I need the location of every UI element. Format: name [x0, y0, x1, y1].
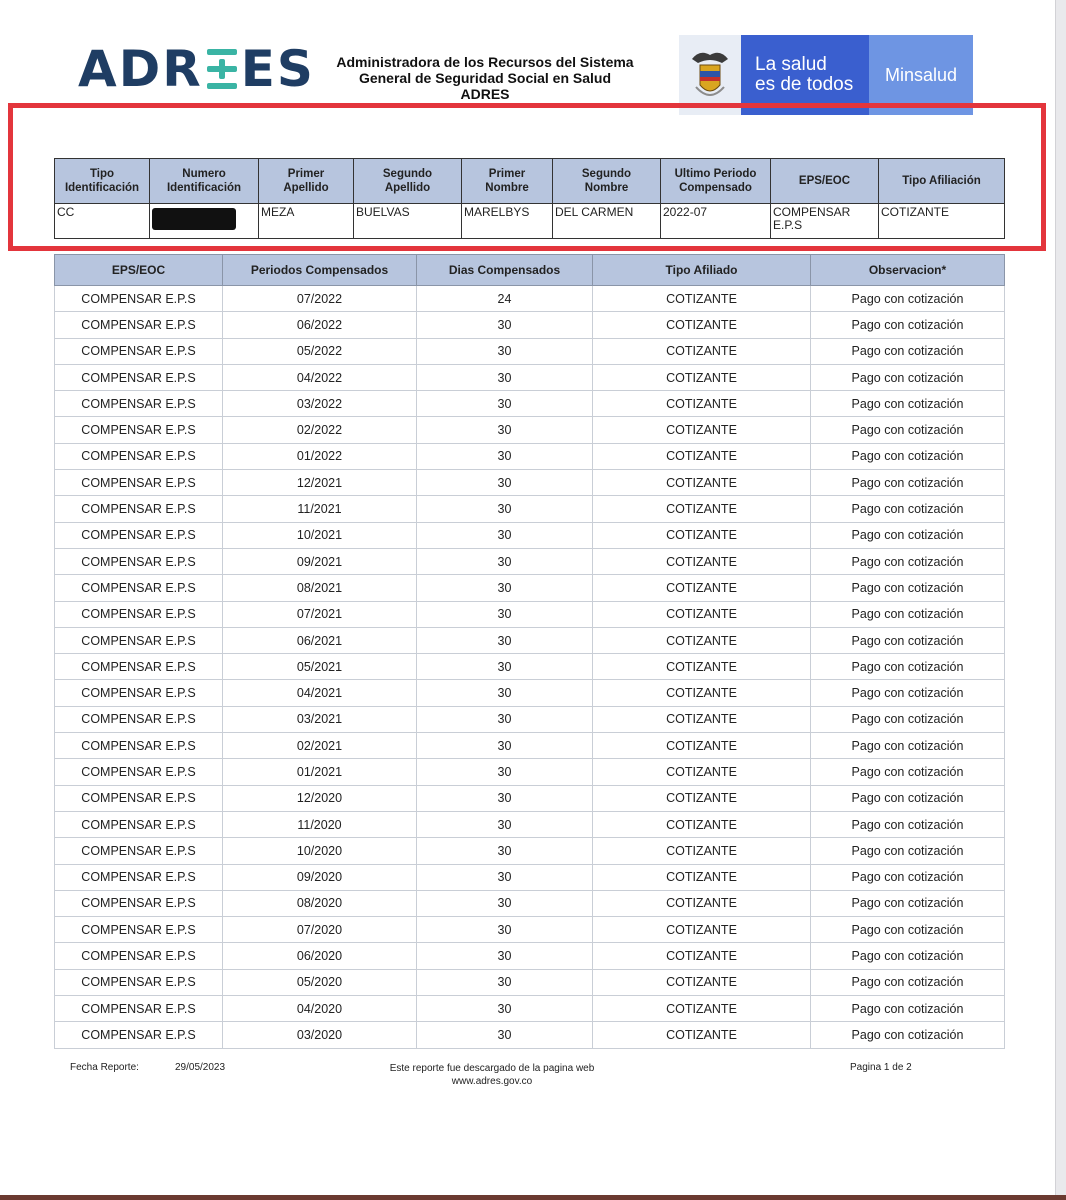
cell-dias: 30 [417, 417, 593, 443]
cell-dias: 30 [417, 601, 593, 627]
cell-numero-identificacion [150, 204, 259, 239]
cell-observacion: Pago con cotización [811, 890, 1005, 916]
cell-tipo-afiliado: COTIZANTE [593, 996, 811, 1022]
cell-eps-eoc: COMPENSAR E.P.S [55, 1022, 223, 1048]
period-row [55, 706, 1005, 732]
cell-tipo-afiliado: COTIZANTE [593, 627, 811, 653]
cell-dias: 30 [417, 338, 593, 364]
cell-eps-eoc: COMPENSAR E.P.S [55, 391, 223, 417]
cell-tipo-identificacion: CC [55, 204, 150, 239]
cell-segundo-apellido: BUELVAS [354, 204, 462, 239]
period-row [55, 470, 1005, 496]
cell-periodo: 02/2022 [223, 417, 417, 443]
period-row [55, 522, 1005, 548]
cell-observacion: Pago con cotización [811, 969, 1005, 995]
periods-table [54, 254, 1005, 1049]
period-row [55, 917, 1005, 943]
cell-eps-eoc: COMPENSAR E.P.S [55, 312, 223, 338]
period-row [55, 496, 1005, 522]
header-ultimo-periodo: Ultimo Periodo Compensado [661, 159, 771, 204]
cell-tipo-afiliado: COTIZANTE [593, 575, 811, 601]
cell-periodo: 08/2020 [223, 890, 417, 916]
period-row [55, 1022, 1005, 1048]
cell-tipo-afiliado: COTIZANTE [593, 601, 811, 627]
cell-eps-eoc: COMPENSAR E.P.S [55, 338, 223, 364]
cell-observacion: Pago con cotización [811, 785, 1005, 811]
cell-eps-eoc: COMPENSAR E.P.S [55, 575, 223, 601]
period-row [55, 443, 1005, 469]
cell-eps-eoc: COMPENSAR E.P.S [55, 759, 223, 785]
download-note-line1: Este reporte fue descargado de la pagina web [389, 1063, 595, 1074]
period-row [55, 654, 1005, 680]
cell-tipo-afiliacion: COTIZANTE [879, 204, 1005, 239]
cell-dias: 30 [417, 522, 593, 548]
header-observacion: Observacion* [811, 255, 1005, 286]
cell-tipo-afiliado: COTIZANTE [593, 417, 811, 443]
logo-word-left: ADR [78, 40, 203, 98]
download-note [352, 1062, 632, 1088]
cell-periodo: 06/2022 [223, 312, 417, 338]
bottom-edge [0, 1195, 1066, 1200]
period-row [55, 890, 1005, 916]
cell-primer-nombre: MARELBYS [462, 204, 553, 239]
period-row [55, 943, 1005, 969]
cell-dias: 30 [417, 654, 593, 680]
cell-periodo: 04/2020 [223, 996, 417, 1022]
ministry-label: Minsalud [869, 35, 973, 115]
cell-eps-eoc: COMPENSAR E.P.S [55, 917, 223, 943]
cell-observacion: Pago con cotización [811, 312, 1005, 338]
cell-periodo: 07/2022 [223, 286, 417, 312]
redacted-block [152, 208, 236, 230]
cell-eps-eoc: COMPENSAR E.P.S [55, 654, 223, 680]
cell-tipo-afiliado: COTIZANTE [593, 864, 811, 890]
header-tipo-afiliado: Tipo Afiliado [593, 255, 811, 286]
cell-dias: 30 [417, 785, 593, 811]
cell-periodo: 12/2020 [223, 785, 417, 811]
cell-periodo: 01/2021 [223, 759, 417, 785]
cell-eps-eoc: COMPENSAR E.P.S [771, 204, 879, 239]
cell-observacion: Pago con cotización [811, 1022, 1005, 1048]
cell-tipo-afiliado: COTIZANTE [593, 917, 811, 943]
cell-observacion: Pago con cotización [811, 627, 1005, 653]
cell-periodo: 09/2020 [223, 864, 417, 890]
cell-dias: 30 [417, 443, 593, 469]
cell-eps-eoc: COMPENSAR E.P.S [55, 601, 223, 627]
cell-ultimo-periodo: 2022-07 [661, 204, 771, 239]
cell-periodo: 05/2022 [223, 338, 417, 364]
cell-eps-eoc: COMPENSAR E.P.S [55, 364, 223, 390]
period-row [55, 838, 1005, 864]
cell-eps-eoc: COMPENSAR E.P.S [55, 890, 223, 916]
page-edge [1055, 0, 1066, 1200]
header-periodos-compensados: Periodos Compensados [223, 255, 417, 286]
cell-dias: 30 [417, 969, 593, 995]
periods-header-row [55, 255, 1005, 286]
cell-eps-eoc: COMPENSAR E.P.S [55, 811, 223, 837]
period-row [55, 864, 1005, 890]
cell-periodo: 02/2021 [223, 733, 417, 759]
cell-tipo-afiliado: COTIZANTE [593, 969, 811, 995]
cell-observacion: Pago con cotización [811, 286, 1005, 312]
header-primer-nombre: Primer Nombre [462, 159, 553, 204]
cell-periodo: 10/2021 [223, 522, 417, 548]
logo-word-right: ES [240, 40, 315, 98]
period-row [55, 364, 1005, 390]
cell-dias: 30 [417, 838, 593, 864]
cell-tipo-afiliado: COTIZANTE [593, 706, 811, 732]
cell-dias: 30 [417, 680, 593, 706]
cell-periodo: 06/2020 [223, 943, 417, 969]
period-row [55, 601, 1005, 627]
period-row [55, 417, 1005, 443]
period-row [55, 338, 1005, 364]
cell-tipo-afiliado: COTIZANTE [593, 391, 811, 417]
cell-tipo-afiliado: COTIZANTE [593, 890, 811, 916]
affiliate-header-row [55, 159, 1005, 204]
cell-observacion: Pago con cotización [811, 417, 1005, 443]
cell-observacion: Pago con cotización [811, 496, 1005, 522]
cell-eps-eoc: COMPENSAR E.P.S [55, 969, 223, 995]
cell-observacion: Pago con cotización [811, 338, 1005, 364]
cell-dias: 24 [417, 286, 593, 312]
cell-periodo: 11/2020 [223, 811, 417, 837]
download-note-url: www.adres.gov.co [451, 1076, 533, 1087]
cell-primer-apellido: MEZA [259, 204, 354, 239]
header-eps-eoc: EPS/EOC [55, 255, 223, 286]
period-row [55, 733, 1005, 759]
cell-dias: 30 [417, 811, 593, 837]
cell-observacion: Pago con cotización [811, 943, 1005, 969]
cell-dias: 30 [417, 312, 593, 338]
period-row [55, 996, 1005, 1022]
periods-body [55, 286, 1005, 1049]
cell-observacion: Pago con cotización [811, 864, 1005, 890]
cell-dias: 30 [417, 470, 593, 496]
cell-tipo-afiliado: COTIZANTE [593, 470, 811, 496]
cell-dias: 30 [417, 364, 593, 390]
cell-eps-eoc: COMPENSAR E.P.S [55, 706, 223, 732]
header-title-line1: Administradora de los Recursos del Sistema [336, 54, 634, 70]
cell-observacion: Pago con cotización [811, 996, 1005, 1022]
cell-tipo-afiliado: COTIZANTE [593, 785, 811, 811]
cell-periodo: 01/2022 [223, 443, 417, 469]
cell-eps-eoc: COMPENSAR E.P.S [55, 838, 223, 864]
cell-tipo-afiliado: COTIZANTE [593, 733, 811, 759]
cell-segundo-nombre: DEL CARMEN [553, 204, 661, 239]
cell-periodo: 03/2021 [223, 706, 417, 732]
header-tipo-afiliacion: Tipo Afiliación [879, 159, 1005, 204]
cell-eps-eoc: COMPENSAR E.P.S [55, 627, 223, 653]
cell-eps-eoc: COMPENSAR E.P.S [55, 733, 223, 759]
period-row [55, 785, 1005, 811]
cell-dias: 30 [417, 864, 593, 890]
cell-observacion: Pago con cotización [811, 601, 1005, 627]
cell-observacion: Pago con cotización [811, 706, 1005, 732]
cell-dias: 30 [417, 575, 593, 601]
cell-tipo-afiliado: COTIZANTE [593, 680, 811, 706]
cell-periodo: 05/2020 [223, 969, 417, 995]
cell-eps-eoc: COMPENSAR E.P.S [55, 943, 223, 969]
header-segundo-nombre: Segundo Nombre [553, 159, 661, 204]
header-eps-eoc: EPS/EOC [771, 159, 879, 204]
cell-observacion: Pago con cotización [811, 522, 1005, 548]
cell-dias: 30 [417, 917, 593, 943]
cell-eps-eoc: COMPENSAR E.P.S [55, 996, 223, 1022]
cell-dias: 30 [417, 627, 593, 653]
report-date-label: Fecha Reporte: [70, 1062, 139, 1073]
adres-logo [78, 40, 315, 98]
page-indicator: Pagina 1 de 2 [850, 1062, 912, 1073]
cell-eps-eoc: COMPENSAR E.P.S [55, 496, 223, 522]
report-date: 29/05/2023 [175, 1062, 226, 1073]
cell-eps-eoc: COMPENSAR E.P.S [55, 785, 223, 811]
cell-dias: 30 [417, 391, 593, 417]
cell-periodo: 03/2022 [223, 391, 417, 417]
header-title [310, 54, 660, 102]
cell-dias: 30 [417, 733, 593, 759]
header-title-line2: General de Seguridad Social en Salud [358, 70, 612, 86]
cell-observacion: Pago con cotización [811, 575, 1005, 601]
affiliate-data-row [55, 204, 1005, 239]
cell-tipo-afiliado: COTIZANTE [593, 522, 811, 548]
cell-observacion: Pago con cotización [811, 917, 1005, 943]
period-row [55, 680, 1005, 706]
cell-dias: 30 [417, 890, 593, 916]
cell-eps-eoc: COMPENSAR E.P.S [55, 417, 223, 443]
cell-periodo: 10/2020 [223, 838, 417, 864]
cell-tipo-afiliado: COTIZANTE [593, 811, 811, 837]
cell-observacion: Pago con cotización [811, 733, 1005, 759]
cell-eps-eoc: COMPENSAR E.P.S [55, 443, 223, 469]
cell-tipo-afiliado: COTIZANTE [593, 654, 811, 680]
cell-eps-eoc: COMPENSAR E.P.S [55, 286, 223, 312]
cell-periodo: 06/2021 [223, 627, 417, 653]
header-segundo-apellido: Segundo Apellido [354, 159, 462, 204]
period-row [55, 969, 1005, 995]
cell-periodo: 08/2021 [223, 575, 417, 601]
header-numero-identificacion: Numero Identificación [150, 159, 259, 204]
cell-tipo-afiliado: COTIZANTE [593, 496, 811, 522]
cell-observacion: Pago con cotización [811, 680, 1005, 706]
cell-periodo: 05/2021 [223, 654, 417, 680]
cell-tipo-afiliado: COTIZANTE [593, 838, 811, 864]
slogan-line2: es de todos [755, 74, 854, 95]
cell-eps-eoc: COMPENSAR E.P.S [55, 680, 223, 706]
period-row [55, 759, 1005, 785]
cell-dias: 30 [417, 548, 593, 574]
cell-dias: 30 [417, 496, 593, 522]
affiliate-table [54, 158, 1005, 239]
cell-tipo-afiliado: COTIZANTE [593, 312, 811, 338]
logo-plus-icon [207, 49, 237, 89]
cell-eps-eoc: COMPENSAR E.P.S [55, 522, 223, 548]
cell-observacion: Pago con cotización [811, 364, 1005, 390]
cell-tipo-afiliado: COTIZANTE [593, 943, 811, 969]
cell-dias: 30 [417, 1022, 593, 1048]
cell-observacion: Pago con cotización [811, 391, 1005, 417]
cell-periodo: 07/2021 [223, 601, 417, 627]
cell-dias: 30 [417, 996, 593, 1022]
cell-dias: 30 [417, 759, 593, 785]
cell-observacion: Pago con cotización [811, 654, 1005, 680]
period-row [55, 286, 1005, 312]
cell-periodo: 09/2021 [223, 548, 417, 574]
cell-dias: 30 [417, 706, 593, 732]
cell-observacion: Pago con cotización [811, 811, 1005, 837]
header-primer-apellido: Primer Apellido [259, 159, 354, 204]
cell-periodo: 04/2021 [223, 680, 417, 706]
cell-periodo: 07/2020 [223, 917, 417, 943]
header-title-line3: ADRES [460, 86, 510, 102]
cell-tipo-afiliado: COTIZANTE [593, 338, 811, 364]
cell-eps-eoc: COMPENSAR E.P.S [55, 864, 223, 890]
cell-tipo-afiliado: COTIZANTE [593, 364, 811, 390]
cell-periodo: 04/2022 [223, 364, 417, 390]
period-row [55, 811, 1005, 837]
cell-observacion: Pago con cotización [811, 838, 1005, 864]
cell-tipo-afiliado: COTIZANTE [593, 286, 811, 312]
cell-tipo-afiliado: COTIZANTE [593, 443, 811, 469]
period-row [55, 575, 1005, 601]
cell-eps-eoc: COMPENSAR E.P.S [55, 470, 223, 496]
period-row [55, 312, 1005, 338]
cell-observacion: Pago con cotización [811, 548, 1005, 574]
cell-eps-eoc: COMPENSAR E.P.S [55, 548, 223, 574]
cell-dias: 30 [417, 943, 593, 969]
period-row [55, 548, 1005, 574]
cell-tipo-afiliado: COTIZANTE [593, 759, 811, 785]
period-row [55, 627, 1005, 653]
header-tipo-identificacion: Tipo Identificación [55, 159, 150, 204]
cell-periodo: 12/2021 [223, 470, 417, 496]
cell-observacion: Pago con cotización [811, 470, 1005, 496]
cell-tipo-afiliado: COTIZANTE [593, 1022, 811, 1048]
cell-periodo: 11/2021 [223, 496, 417, 522]
header-dias-compensados: Dias Compensados [417, 255, 593, 286]
period-row [55, 391, 1005, 417]
cell-tipo-afiliado: COTIZANTE [593, 548, 811, 574]
cell-observacion: Pago con cotización [811, 443, 1005, 469]
slogan-line1: La salud [755, 54, 827, 75]
cell-periodo: 03/2020 [223, 1022, 417, 1048]
cell-observacion: Pago con cotización [811, 759, 1005, 785]
